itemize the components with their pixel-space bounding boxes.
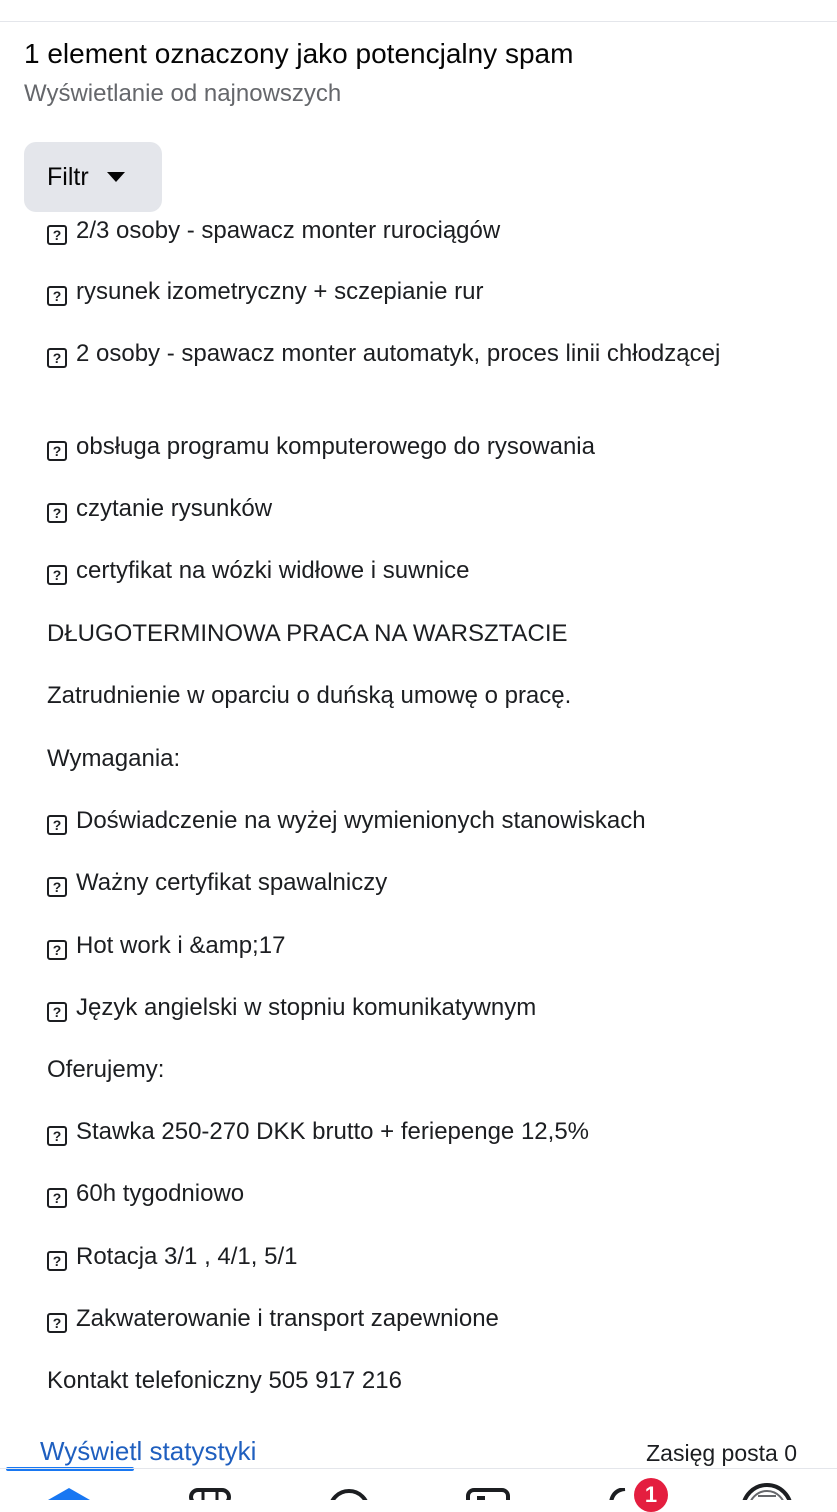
search-icon[interactable]: [326, 1488, 372, 1500]
unknown-glyph-icon: ?: [47, 877, 67, 897]
post-line: ? Język angielski w stopniu komunikatywnym: [47, 992, 767, 1023]
post-line: ? Doświadczenie na wyżej wymienionych stanowiskach: [47, 805, 767, 836]
unknown-glyph-icon: ?: [47, 565, 67, 585]
unknown-glyph-icon: ?: [47, 1188, 67, 1208]
post-line: ? Zakwaterowanie i transport zapewnione: [47, 1303, 767, 1334]
home-icon[interactable]: [46, 1488, 92, 1500]
unknown-glyph-icon: ?: [47, 503, 67, 523]
post-line: Oferujemy:: [47, 1056, 165, 1083]
unknown-glyph-icon: ?: [47, 225, 67, 245]
post-line: Wymagania:: [47, 745, 181, 772]
profile-icon[interactable]: [740, 1482, 794, 1500]
top-divider: [0, 21, 837, 22]
unknown-glyph-icon: ?: [47, 286, 67, 306]
post-line: ? czytanie rysunków: [47, 493, 767, 524]
post-line: Kontakt telefoniczny 505 917 216: [47, 1367, 402, 1394]
post-line: ? Stawka 250-270 DKK brutto + feriepenge 12,5%: [47, 1116, 767, 1147]
post-line: ? Ważny certyfikat spawalniczy: [47, 867, 767, 898]
unknown-glyph-icon: ?: [47, 815, 67, 835]
post-line: ? obsługa programu komputerowego do rysowania: [47, 431, 767, 462]
post-line: ? Rotacja 3/1 , 4/1, 5/1: [47, 1241, 767, 1272]
filter-label: Filtr: [47, 162, 89, 191]
marketplace-icon[interactable]: [188, 1488, 232, 1500]
unknown-glyph-icon: ?: [47, 348, 67, 368]
caret-down-icon: [107, 172, 125, 182]
unknown-glyph-icon: ?: [47, 441, 67, 461]
tabbar-divider: [0, 1468, 837, 1469]
post-reach: Zasięg posta 0: [646, 1440, 797, 1466]
post-line: ? 60h tygodniowo: [47, 1178, 767, 1209]
sort-subtitle: Wyświetlanie od najnowszych: [24, 80, 342, 107]
post-line: ? certyfikat na wózki widłowe i suwnice: [47, 555, 767, 586]
post-line: ? Hot work i &amp;17: [47, 930, 767, 961]
unknown-glyph-icon: ?: [47, 1126, 67, 1146]
notification-badge: 1: [634, 1478, 668, 1512]
post-line: DŁUGOTERMINOWA PRACA NA WARSZTACIE: [47, 620, 568, 647]
page-title: 1 element oznaczony jako potencjalny spam: [24, 38, 574, 69]
unknown-glyph-icon: ?: [47, 1002, 67, 1022]
unknown-glyph-icon: ?: [47, 1313, 67, 1333]
post-line: Zatrudnienie w oparciu o duńską umowę o pracę.: [47, 682, 572, 709]
view-stats-link[interactable]: Wyświetl statystyki: [40, 1436, 257, 1466]
post-line: ? rysunek izometryczny + sczepianie rur: [47, 276, 767, 307]
post-line-cut: ? 2/3 osoby - spawacz monter rurociągów: [47, 215, 767, 246]
post-line: ? 2 osoby - spawacz monter automatyk, proces linii chłodzącej: [47, 338, 767, 369]
post-content: [0, 212, 837, 1402]
unknown-glyph-icon: ?: [47, 940, 67, 960]
unknown-glyph-icon: ?: [47, 1251, 67, 1271]
filter-button[interactable]: [24, 142, 162, 212]
news-icon[interactable]: [465, 1488, 511, 1500]
